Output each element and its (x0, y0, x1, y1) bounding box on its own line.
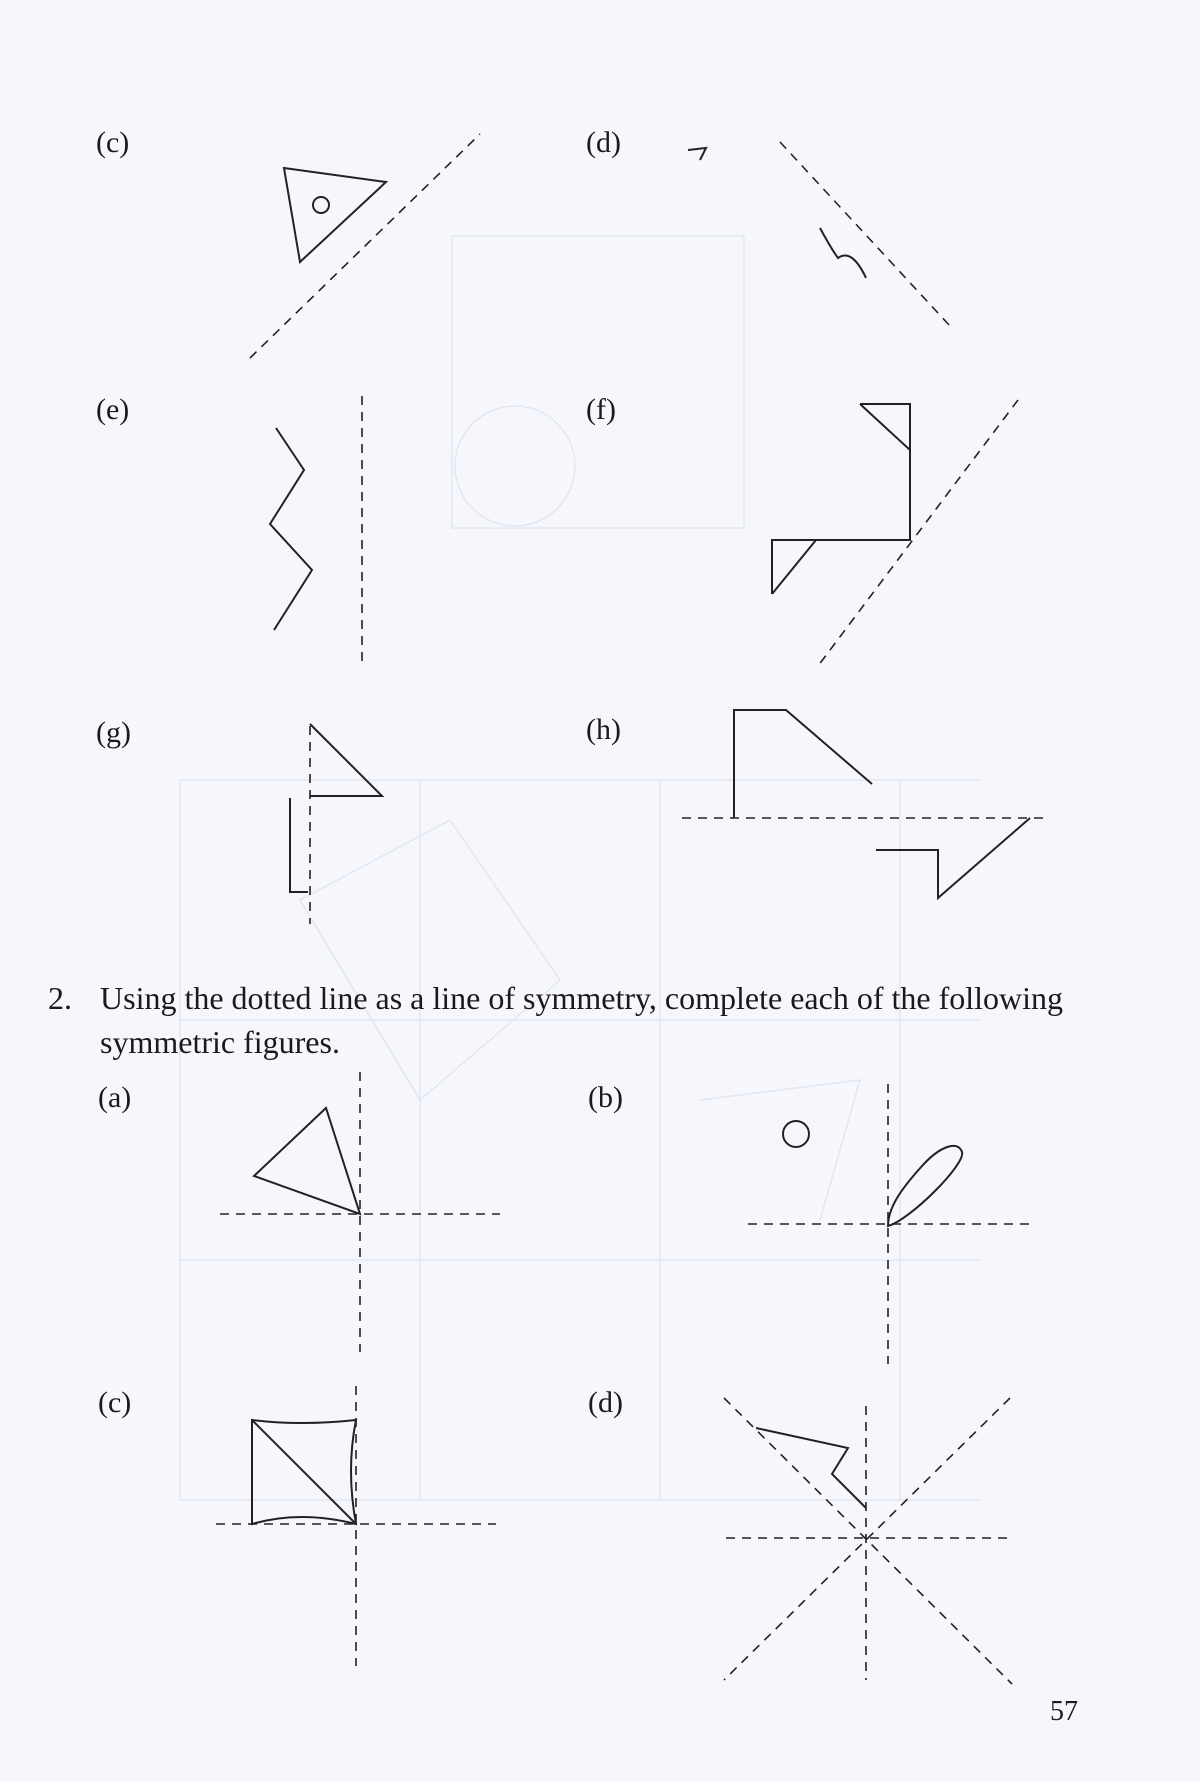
arrowhead-shape (688, 148, 706, 160)
label-1d: (d) (586, 126, 621, 159)
zigzag-shape (270, 428, 312, 630)
l-shape (772, 404, 910, 594)
label-2a: (a) (98, 1081, 132, 1114)
figure-1g (290, 724, 382, 924)
diagonal-line (252, 1420, 356, 1524)
diagonal-symmetry-line-b (724, 1398, 1010, 1680)
label-2d: (d) (588, 1386, 623, 1419)
bracket-shape (290, 798, 308, 892)
triangle-shape (284, 168, 386, 262)
question-text: Using the dotted line as a line of symmetry, complete each of the following symmetric figures. (100, 980, 1063, 1060)
upper-shape (734, 710, 872, 818)
small-circle (783, 1121, 809, 1147)
hook-curve (820, 228, 866, 278)
petal-shape (888, 1146, 962, 1226)
lower-shape (876, 818, 1030, 898)
figure-2a (220, 1072, 500, 1352)
figure-2b (748, 1084, 1030, 1364)
label-1e: (e) (96, 393, 130, 426)
figure-1f (772, 400, 1018, 666)
label-1f: (f) (586, 393, 616, 426)
label-1g: (g) (96, 716, 131, 749)
flag-triangle (310, 724, 382, 796)
label-1h: (h) (586, 713, 621, 746)
figure-1c (250, 134, 480, 358)
diagonal-symmetry-line-a (724, 1398, 1012, 1684)
figure-2d (724, 1398, 1012, 1684)
symmetry-line (780, 142, 950, 326)
figure-1d (688, 142, 950, 326)
triangle-shape (254, 1108, 360, 1214)
symmetry-line (818, 400, 1018, 666)
figure-2c (216, 1386, 496, 1666)
figure-1e (270, 396, 362, 668)
page-number: 57 (1050, 1696, 1078, 1727)
label-2b: (b) (588, 1081, 623, 1114)
flag-diagonal (860, 404, 910, 450)
arrow-shape (756, 1428, 866, 1508)
label-2c: (c) (98, 1386, 132, 1419)
question-number: 2. (48, 980, 72, 1016)
small-diagonal (772, 540, 816, 594)
label-1c: (c) (96, 126, 130, 159)
small-circle (313, 197, 329, 213)
figure-1h (682, 710, 1046, 898)
